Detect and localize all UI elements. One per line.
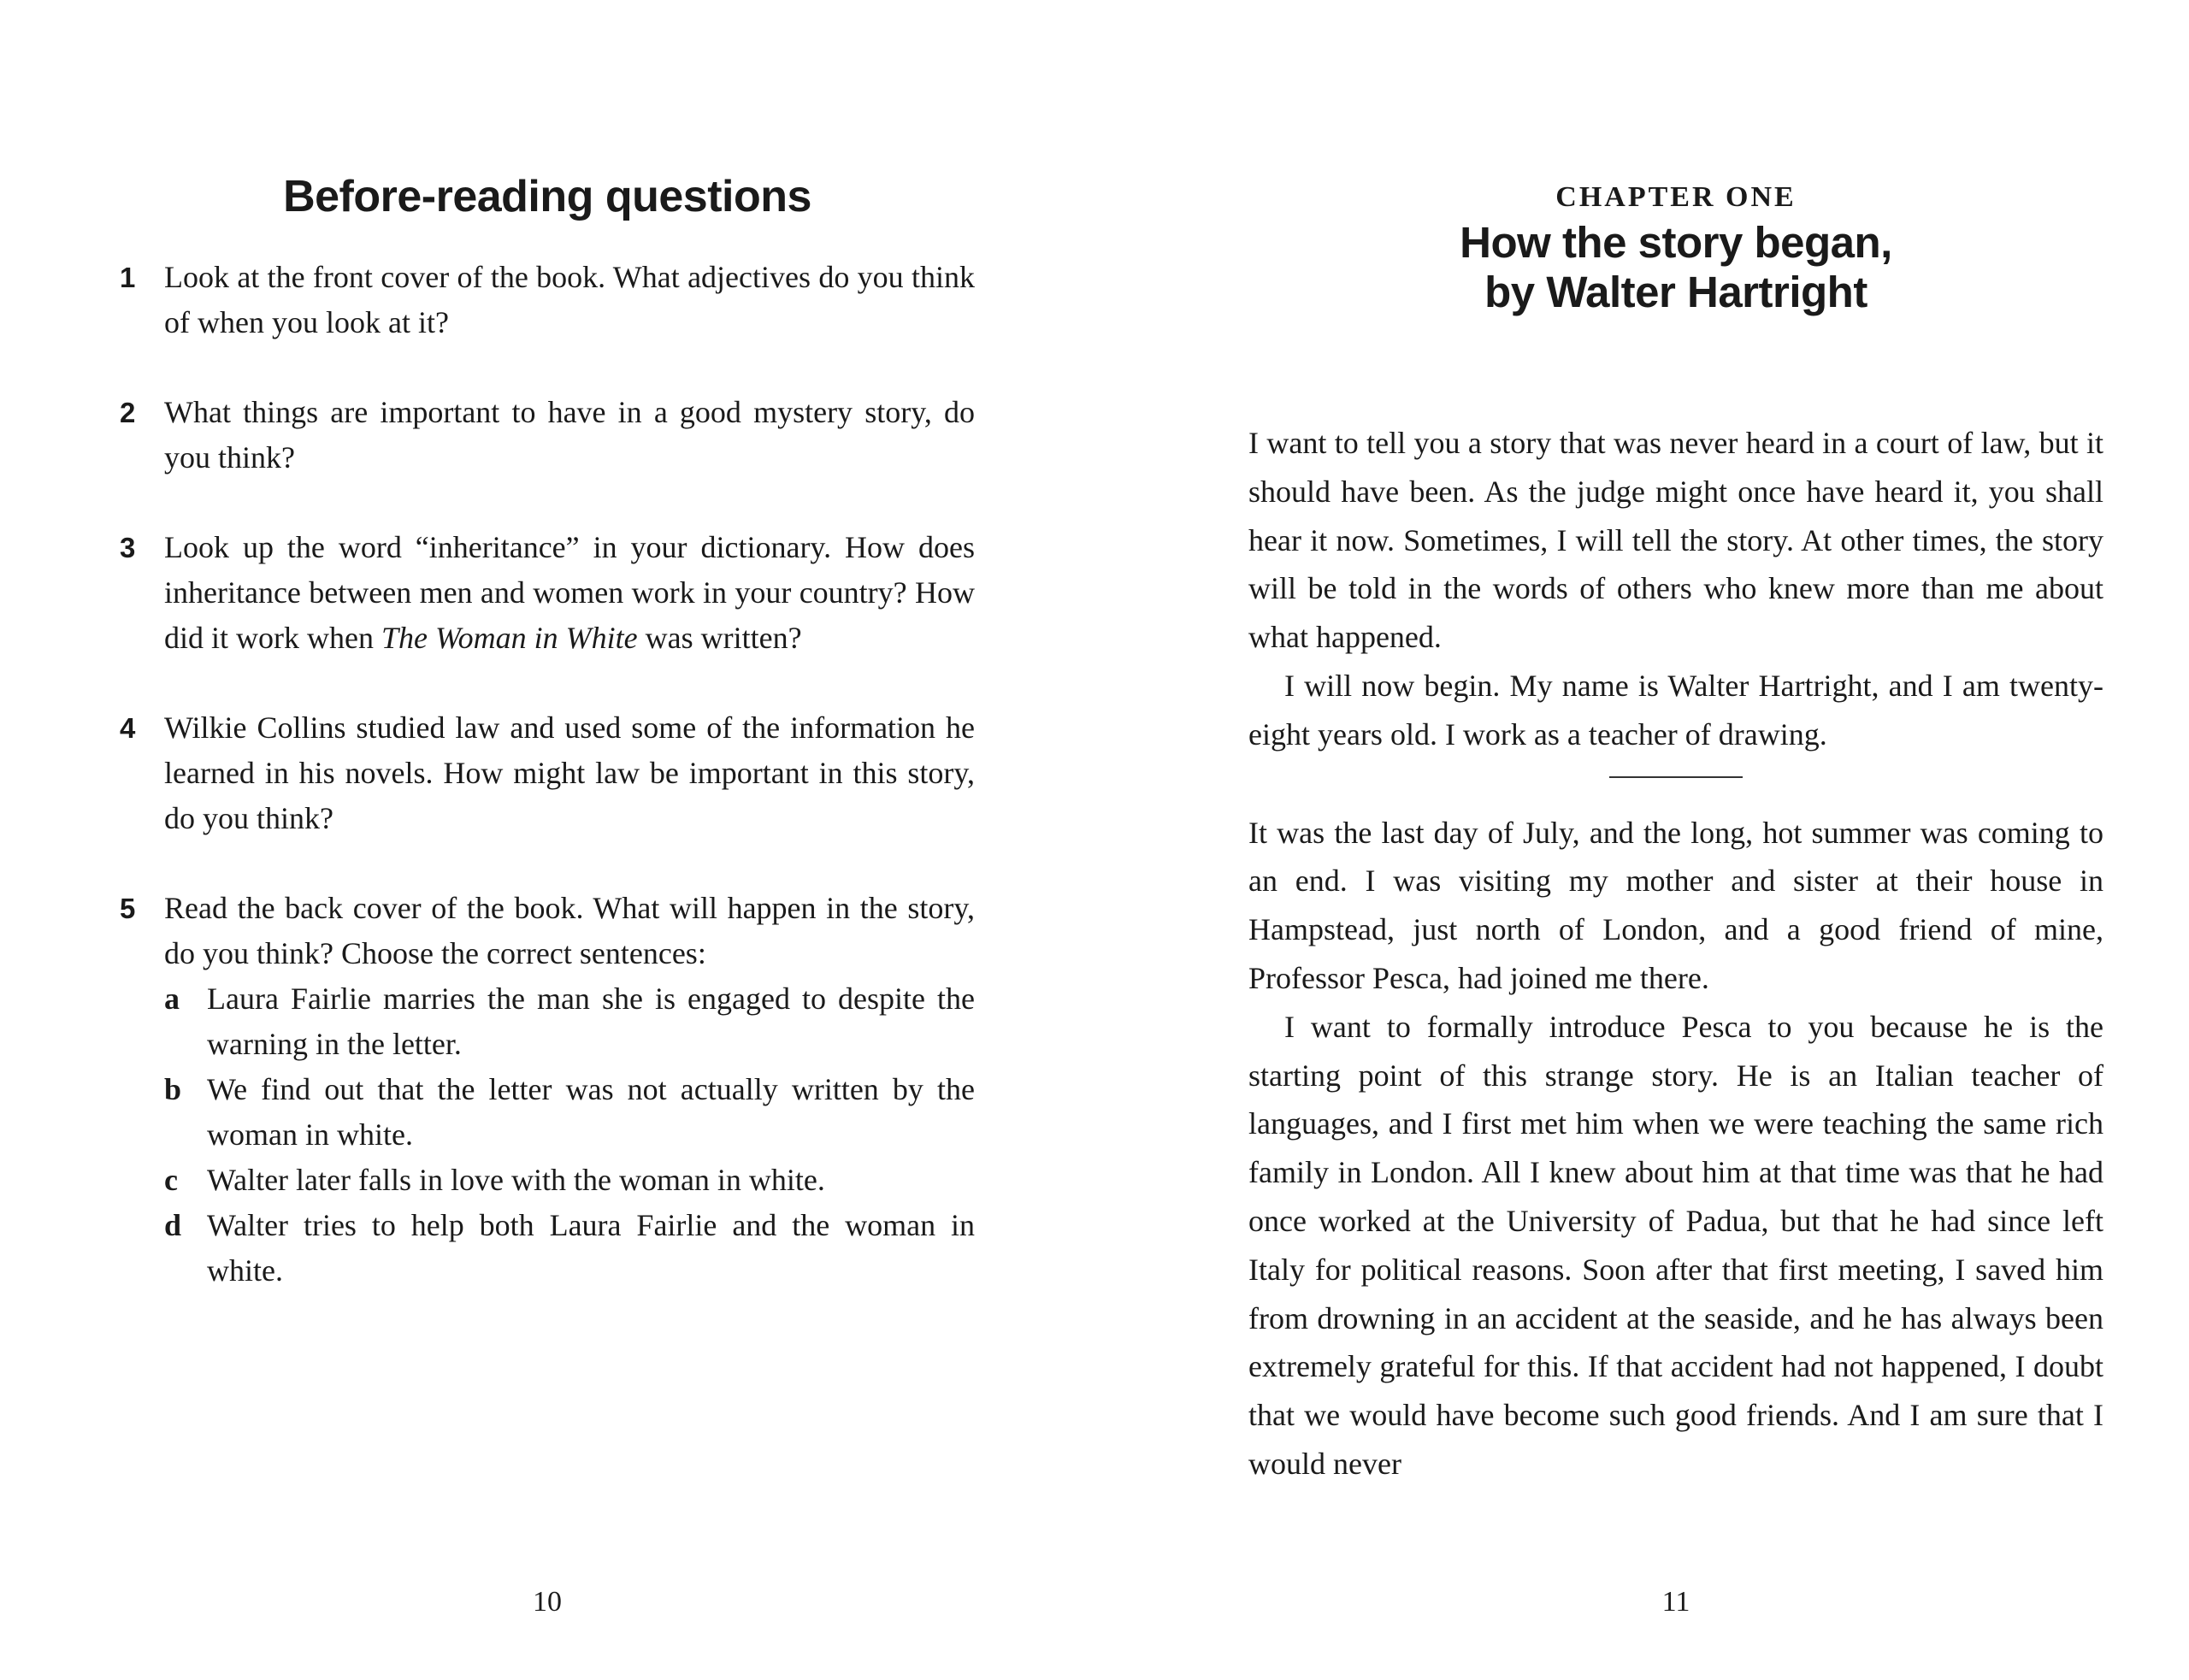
option-text: Laura Fairlie marries the man she is engaged to despite the warning in the letter. — [207, 981, 975, 1061]
page-number: 11 — [1661, 1586, 1690, 1618]
question-list — [120, 255, 975, 1338]
answer-options — [164, 976, 975, 1294]
question-item — [120, 525, 975, 661]
paragraph: I will now begin. My name is Walter Hartright, and I am twenty-eight years old. I work as a teacher of drawing. — [1248, 668, 2103, 752]
question-number: 3 — [120, 532, 136, 563]
answer-option — [164, 1203, 975, 1294]
page-number: 10 — [533, 1586, 562, 1618]
left-page — [0, 0, 1094, 1680]
option-text: Walter tries to help both Laura Fairlie and the woman in white. — [207, 1208, 975, 1288]
question-number: 1 — [120, 262, 136, 293]
page-title: Before-reading questions — [283, 172, 811, 221]
paragraph: I want to tell you a story that was never heard in a court of law, but it should have been. As the judge might once have heard it, you shall hear it now. Sometimes, I will tell the story. At other times, the story will be told in the words of others who knew more than me about what happened. — [1248, 426, 2103, 655]
question-number: 4 — [120, 712, 136, 744]
question-text: What things are important to have in a good mystery story, do you think? — [164, 395, 975, 475]
question-number: 2 — [120, 397, 136, 428]
answer-option — [164, 976, 975, 1067]
question-text: Look at the front cover of the book. What adjectives do you think of when you look at it? — [164, 260, 975, 339]
question-item — [120, 886, 975, 1294]
answer-option — [164, 1158, 975, 1203]
question-text-part: was written? — [637, 621, 802, 655]
question-item — [120, 390, 975, 480]
option-letter: b — [164, 1072, 182, 1106]
chapter-label: CHAPTER ONE — [1555, 181, 1797, 213]
paragraph: I want to formally introduce Pesca to you because he is the starting point of this strange story. He is an Italian teacher of languages, and I first met him when we were teaching the same rich family in London. All I knew about him at that time was that he had once worked at the University of Padua, but that he had since left Italy for political reasons. Soon after that first meeting, I saved him from drowning in an accident at the seaside, and he has always been extremely grateful for this. If that accident had not happened, I doubt that we would have become such good friends. And I am sure that I would never — [1248, 1009, 2103, 1481]
question-number: 5 — [120, 893, 136, 924]
option-text: We find out that the letter was not actually written by the woman in white. — [207, 1072, 975, 1152]
chapter-title-line: How the story began, — [1460, 218, 1892, 267]
question-text: Wilkie Collins studied law and used some of the information he learned in his novels. How might law be important in this story, do you think? — [164, 710, 975, 835]
question-item — [120, 255, 975, 345]
book-title-italic: The Woman in White — [381, 621, 638, 655]
chapter-title-line: by Walter Hartright — [1484, 268, 1867, 316]
question-text-part: Look up the word “inheritance” in your dictionary. How does inheritance between men and women work in your country? How did it work when — [164, 530, 975, 655]
option-text: Walter later falls in love with the woman in white. — [207, 1163, 825, 1197]
chapter-body — [1248, 419, 2103, 1488]
answer-option — [164, 1067, 975, 1158]
option-letter: a — [164, 981, 180, 1016]
question-item — [120, 705, 975, 841]
chapter-title — [1248, 218, 2103, 317]
question-text: Read the back cover of the book. What will happen in the story, do you think? Choose the correct sentences: — [164, 891, 975, 970]
question-text — [164, 525, 975, 661]
option-letter: d — [164, 1208, 182, 1242]
paragraph: It was the last day of July, and the long, hot summer was coming to an end. I was visiting my mother and sister at their house in Hampstead, just north of London, and a good friend of mine, Professor Pesca, had joined me there. — [1248, 815, 2103, 995]
right-page — [1094, 0, 2189, 1680]
section-divider — [1609, 776, 1743, 778]
option-letter: c — [164, 1163, 178, 1197]
